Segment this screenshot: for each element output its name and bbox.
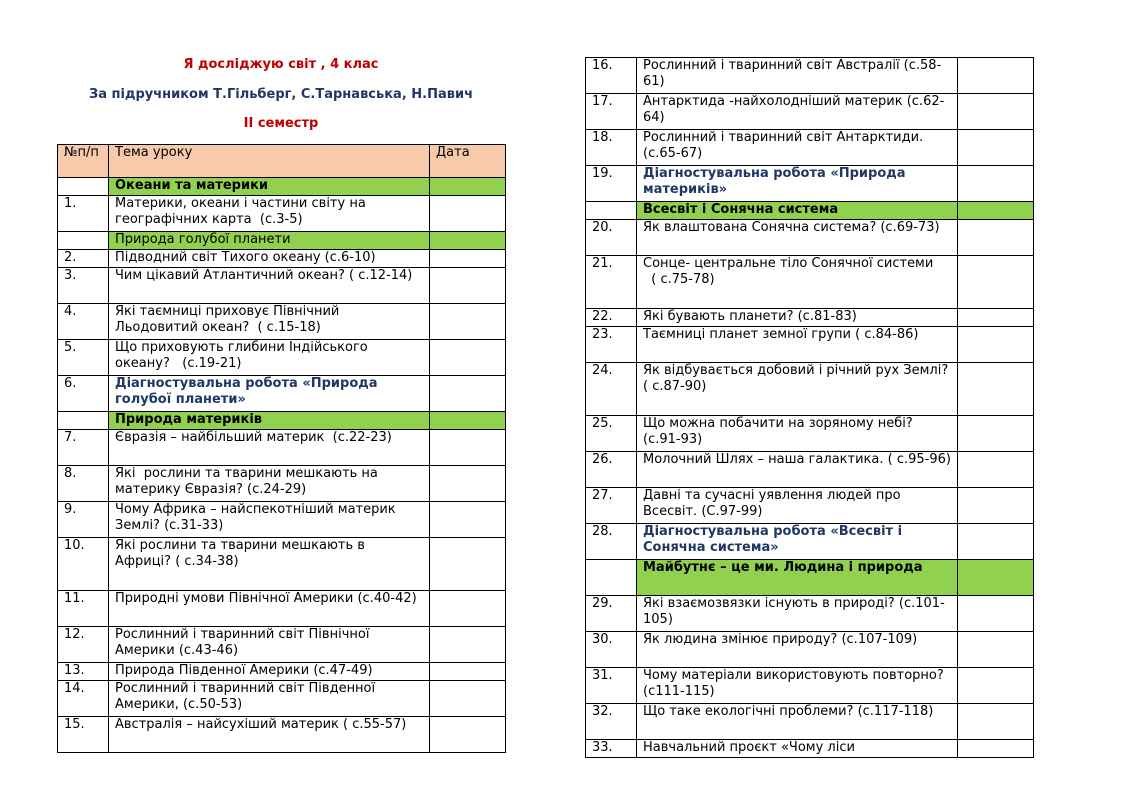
lesson-number: 17. — [586, 94, 637, 130]
lesson-date-cell — [430, 412, 506, 430]
lesson-topic: Що таке екологічні проблеми? (с.117-118) — [637, 704, 958, 740]
lesson-topic: Чому Африка – найспекотніший материк Землі? (с.31-33) — [109, 502, 430, 538]
lesson-date-cell — [430, 232, 506, 250]
table-row — [58, 681, 506, 717]
lesson-table-right — [585, 57, 1034, 758]
lesson-number: 25. — [586, 416, 637, 452]
lesson-topic: Антарктида -найхолодніший материк (с.62-64) — [637, 94, 958, 130]
table-row — [586, 327, 1034, 363]
lesson-table-left — [57, 144, 506, 753]
lesson-topic: Природа голубої планети — [109, 232, 430, 250]
lesson-number: 3. — [58, 268, 109, 304]
lesson-topic: Навчальний проєкт «Чому ліси — [637, 740, 958, 758]
lesson-number: 1. — [58, 196, 109, 232]
table-row — [58, 502, 506, 538]
table-row — [58, 627, 506, 663]
document-semester: ІІ семестр — [243, 116, 319, 131]
document-title: Я досліджую світ , 4 клас — [183, 57, 379, 72]
lesson-date-cell — [430, 538, 506, 591]
table-row — [586, 668, 1034, 704]
header-topic: Тема уроку — [109, 145, 430, 178]
lesson-topic: Як відбувається добовий і річний рух Землі? ( с.87-90) — [637, 363, 958, 416]
lesson-topic: Майбутнє – це ми. Людина і природа — [637, 560, 958, 596]
lesson-date-cell — [958, 416, 1034, 452]
table-row — [58, 340, 506, 376]
table-row — [586, 704, 1034, 740]
lesson-topic: Які взаємозвязки існують в природі? (с.101-105) — [637, 596, 958, 632]
lesson-topic: Як влаштована Сонячна система? (с.69-73) — [637, 220, 958, 256]
lesson-date-cell — [958, 452, 1034, 488]
lesson-topic: Природа материків — [109, 412, 430, 430]
lesson-date-cell — [430, 430, 506, 466]
table-row — [586, 416, 1034, 452]
lesson-topic: Давні та сучасні уявлення людей про Всесвіт. (С.97-99) — [637, 488, 958, 524]
table-row — [586, 256, 1034, 309]
lesson-number: 30. — [586, 632, 637, 668]
lesson-topic: Які рослини та тварини мешкають на материку Євразія? (с.24-29) — [109, 466, 430, 502]
lesson-topic: Австралія – найсухіший материк ( с.55-57) — [109, 717, 430, 753]
section-row — [586, 560, 1034, 596]
lesson-date-cell — [958, 740, 1034, 758]
section-row — [58, 232, 506, 250]
lesson-date-cell — [430, 681, 506, 717]
lesson-number: 31. — [586, 668, 637, 704]
table-row — [58, 250, 506, 268]
lesson-number: 10. — [58, 538, 109, 591]
lesson-date-cell — [430, 250, 506, 268]
lesson-number: 13. — [58, 663, 109, 681]
lesson-number: 22. — [586, 309, 637, 327]
lesson-number — [586, 202, 637, 220]
lesson-number: 12. — [58, 627, 109, 663]
table-row — [586, 632, 1034, 668]
lesson-number — [58, 232, 109, 250]
lesson-date-cell — [958, 327, 1034, 363]
lesson-number: 20. — [586, 220, 637, 256]
lesson-number: 8. — [58, 466, 109, 502]
lesson-topic: Діагностувальна робота «Природа материків» — [637, 166, 958, 202]
lesson-number: 7. — [58, 430, 109, 466]
lesson-date-cell — [958, 524, 1034, 560]
lesson-topic: Рослинний і тваринний світ Північної Америки (с.43-46) — [109, 627, 430, 663]
table-row — [586, 58, 1034, 94]
lesson-date-cell — [958, 256, 1034, 309]
document-authors: За підручником Т.Гільберг, С.Тарнавська, Н.Павич — [88, 87, 474, 102]
table-row — [58, 304, 506, 340]
lesson-date-cell — [430, 717, 506, 753]
lesson-number: 24. — [586, 363, 637, 416]
lesson-number: 16. — [586, 58, 637, 94]
lesson-date-cell — [430, 268, 506, 304]
header-num: №п/п — [58, 145, 109, 178]
lesson-topic: Океани та материки — [109, 178, 430, 196]
lesson-number: 11. — [58, 591, 109, 627]
lesson-topic: Які бувають планети? (с.81-83) — [637, 309, 958, 327]
table-row — [58, 663, 506, 681]
lesson-number: 23. — [586, 327, 637, 363]
lesson-number: 19. — [586, 166, 637, 202]
lesson-date-cell — [430, 340, 506, 376]
header-date: Дата — [430, 145, 506, 178]
lesson-topic: Рослинний і тваринний світ Південної Америки, (с.50-53) — [109, 681, 430, 717]
lesson-topic: Підводний світ Тихого океану (с.6-10) — [109, 250, 430, 268]
lesson-date-cell — [958, 94, 1034, 130]
table-row — [586, 363, 1034, 416]
lesson-date-cell — [430, 627, 506, 663]
lesson-topic: Природа Південної Америки (с.47-49) — [109, 663, 430, 681]
lesson-topic: Молочний Шлях – наша галактика. ( с.95-96) — [637, 452, 958, 488]
lesson-topic: Які рослини та тварини мешкають в Африці? ( с.34-38) — [109, 538, 430, 591]
table-row — [58, 268, 506, 304]
lesson-date-cell — [430, 591, 506, 627]
lesson-number: 33. — [586, 740, 637, 758]
lesson-date-cell — [958, 704, 1034, 740]
lesson-number: 14. — [58, 681, 109, 717]
lesson-number: 15. — [58, 717, 109, 753]
lesson-date-cell — [430, 502, 506, 538]
lesson-date-cell — [430, 178, 506, 196]
lesson-number — [58, 178, 109, 196]
lesson-date-cell — [958, 668, 1034, 704]
lesson-topic: Природні умови Північної Америки (с.40-42) — [109, 591, 430, 627]
lesson-topic: Сонце- центральне тіло Сонячної системи ( с.75-78) — [637, 256, 958, 309]
lesson-topic: Всесвіт і Сонячна система — [637, 202, 958, 220]
lesson-date-cell — [958, 596, 1034, 632]
lesson-number: 28. — [586, 524, 637, 560]
table-row — [58, 466, 506, 502]
lesson-date-cell — [958, 220, 1034, 256]
table-row — [586, 94, 1034, 130]
section-row — [586, 202, 1034, 220]
lesson-date-cell — [958, 560, 1034, 596]
lesson-number: 32. — [586, 704, 637, 740]
table-row — [58, 538, 506, 591]
lesson-date-cell — [430, 466, 506, 502]
lesson-topic: Чому матеріали використовують повторно? (с111-115) — [637, 668, 958, 704]
table-row — [586, 740, 1034, 758]
lesson-date-cell — [430, 663, 506, 681]
lesson-number: 21. — [586, 256, 637, 309]
lesson-topic: Чим цікавий Атлантичний океан? ( с.12-14) — [109, 268, 430, 304]
lesson-topic: Діагностувальна робота «Природа голубої планети» — [109, 376, 430, 412]
lesson-number: 29. — [586, 596, 637, 632]
lesson-topic: Євразія – найбільший материк (с.22-23) — [109, 430, 430, 466]
lesson-number: 27. — [586, 488, 637, 524]
lesson-topic: Які таємниці приховує Північний Льодовитий океан? ( с.15-18) — [109, 304, 430, 340]
lesson-date-cell — [958, 309, 1034, 327]
table-row — [586, 488, 1034, 524]
lesson-number: 6. — [58, 376, 109, 412]
lesson-number — [58, 412, 109, 430]
lesson-date-cell — [430, 376, 506, 412]
table-row — [58, 196, 506, 232]
diagnostic-row — [58, 376, 506, 412]
table-row — [586, 220, 1034, 256]
lesson-date-cell — [958, 488, 1034, 524]
lesson-date-cell — [958, 632, 1034, 668]
lesson-topic: Діагностувальна робота «Всесвіт і Сонячна система» — [637, 524, 958, 560]
lesson-date-cell — [958, 166, 1034, 202]
table-row — [586, 596, 1034, 632]
lesson-number: 4. — [58, 304, 109, 340]
lesson-date-cell — [430, 196, 506, 232]
lesson-number: 2. — [58, 250, 109, 268]
section-row — [58, 412, 506, 430]
lesson-date-cell — [958, 130, 1034, 166]
diagnostic-row — [586, 524, 1034, 560]
table-row — [58, 430, 506, 466]
lesson-date-cell — [958, 58, 1034, 94]
lesson-topic: Таємниці планет земної групи ( с.84-86) — [637, 327, 958, 363]
lesson-topic: Як людина змінює природу? (с.107-109) — [637, 632, 958, 668]
table-row — [586, 452, 1034, 488]
lesson-date-cell — [430, 304, 506, 340]
table-row — [586, 309, 1034, 327]
lesson-topic: Рослинний і тваринний світ Антарктиди.(с.65-67) — [637, 130, 958, 166]
lesson-number — [586, 560, 637, 596]
lesson-topic: Материки, океани і частини світу на географічних карта (с.3-5) — [109, 196, 430, 232]
lesson-topic: Що приховують глибини Індійського океану? (с.19-21) — [109, 340, 430, 376]
lesson-date-cell — [958, 363, 1034, 416]
lesson-number: 5. — [58, 340, 109, 376]
lesson-number: 9. — [58, 502, 109, 538]
lesson-number: 18. — [586, 130, 637, 166]
lesson-topic: Що можна побачити на зоряному небі? (с.91-93) — [637, 416, 958, 452]
lesson-number: 26. — [586, 452, 637, 488]
lesson-date-cell — [958, 202, 1034, 220]
section-row — [58, 178, 506, 196]
table-row — [58, 591, 506, 627]
table-row — [586, 130, 1034, 166]
diagnostic-row — [586, 166, 1034, 202]
lesson-topic: Рослинний і тваринний світ Австралії (с.58-61) — [637, 58, 958, 94]
table-row — [58, 717, 506, 753]
table-header-row — [58, 145, 506, 178]
